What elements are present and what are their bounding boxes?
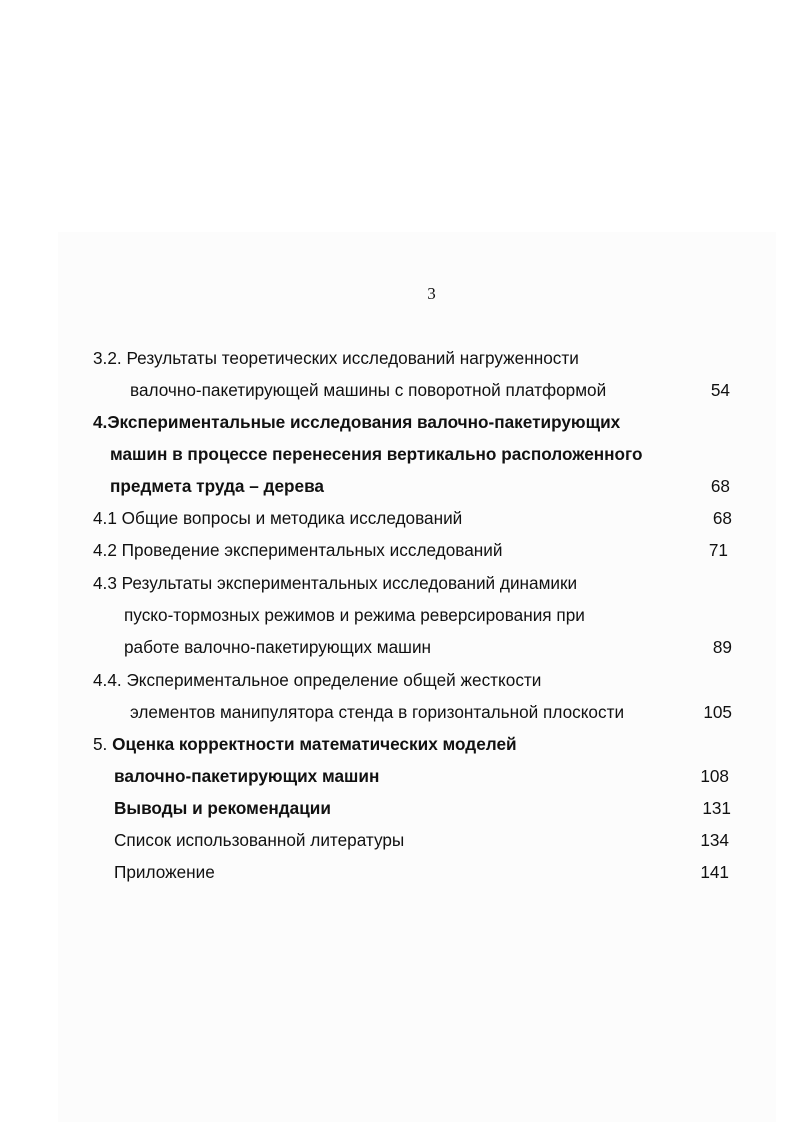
toc-entry-page: 108 xyxy=(700,766,729,786)
toc-entry-number: 5. xyxy=(93,734,113,754)
toc-entry-page: 89 xyxy=(712,637,732,657)
toc-entry-title-text: Оценка корректности математических моделей xyxy=(112,734,517,754)
toc-entry-title: Список использованной литературы xyxy=(114,830,405,850)
toc-entry-title-continued: элементов манипулятора стенда в горизонтальной плоскости xyxy=(130,702,625,722)
toc-entry-title xyxy=(93,734,517,754)
toc-entry-title-continued: работе валочно-пакетирующих машин xyxy=(124,637,432,657)
toc-entry-title: 4.4. Экспериментальное определение общей жесткости xyxy=(93,670,542,690)
toc-entry-title-continued: пуско-тормозных режимов и режима реверсирования при xyxy=(124,605,585,625)
toc-entry-page: 68 xyxy=(712,508,732,528)
toc-entry-page: 105 xyxy=(703,702,732,722)
toc-entry-page: 134 xyxy=(700,830,729,850)
toc-entry-title-continued: валочно-пакетирующих машин xyxy=(114,766,380,786)
toc-entry-title-continued: машин в процессе перенесения вертикально расположенного xyxy=(110,444,643,464)
page-number: 3 xyxy=(427,284,436,303)
toc-entry-title: Выводы и рекомендации xyxy=(114,798,331,818)
toc-entry-title: 3.2. Результаты теоретических исследований нагруженности xyxy=(93,348,579,368)
toc-entry-title: 4.Экспериментальные исследования валочно-пакетирующих xyxy=(93,412,621,432)
toc-entry-page: 141 xyxy=(700,862,729,882)
toc-entry-page: 68 xyxy=(710,476,730,496)
toc-entry-page: 71 xyxy=(708,540,728,560)
toc-entry-title: 4.2 Проведение экспериментальных исследований xyxy=(93,540,503,560)
toc-entry-title-continued: предмета труда – дерева xyxy=(110,476,324,496)
toc-entry-page: 131 xyxy=(702,798,731,818)
toc-entry-title: 4.1 Общие вопросы и методика исследований xyxy=(93,508,463,528)
toc-entry-title: 4.3 Результаты экспериментальных исследований динамики xyxy=(93,573,578,593)
toc-entry-title-continued: валочно-пакетирующей машины с поворотной платформой xyxy=(130,380,607,400)
toc-entry-title: Приложение xyxy=(114,862,215,882)
toc-entry-page: 54 xyxy=(710,380,730,400)
